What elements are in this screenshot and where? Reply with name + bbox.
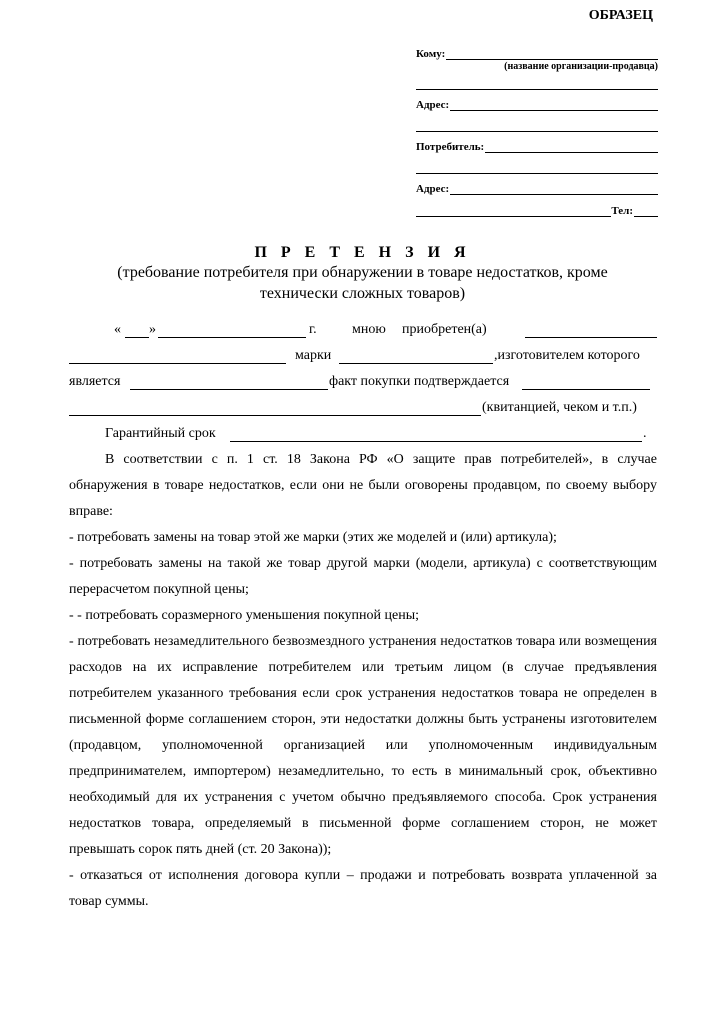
phone-field[interactable] <box>634 205 658 217</box>
address-label-2: Адрес: <box>416 183 450 195</box>
form-line-manufacturer <box>69 372 657 392</box>
item-2: - потребовать замены на такой же товар другой марки (модели, артикула) с соответствующим перерасчетом покупной цены; <box>69 556 657 597</box>
proof-text: факт покупки подтверждается <box>329 374 510 389</box>
by-me-text: мною <box>352 322 386 337</box>
form-line-brand <box>69 346 657 366</box>
phone-label: Тел: <box>611 205 633 217</box>
address-block-2 <box>416 181 658 195</box>
consumer-label: Потребитель: <box>416 141 485 153</box>
consumer-block <box>416 139 658 153</box>
brand-field[interactable] <box>339 351 493 364</box>
intro-paragraph <box>69 447 657 525</box>
to-field[interactable] <box>446 48 658 60</box>
to-extra-line[interactable] <box>416 88 658 90</box>
to-label: Кому: <box>416 48 446 60</box>
month-field[interactable] <box>158 325 306 338</box>
manufacturer-text: ,изготовителем которого <box>494 348 640 363</box>
warranty-text: Гарантийный срок <box>105 426 216 441</box>
product-field-2[interactable] <box>69 351 286 364</box>
intro-text: В соответствии с п. 1 ст. 18 Закона РФ «О защите прав потребителей», в случае обнаружения в товаре недостатков, если они не были оговорены продавцом, по своему выбору вправе: <box>69 452 657 519</box>
item-4: - потребовать незамедлительного безвозмездного устранения недостатков товара или возмещения расходов на их исправление потребителем или третьим лицом (в случае предъявления потребителем указанного требования если срок устранения недостатков товара не определен в письменной форме соглашением сторон, эти недостатки должны быть устранены изготовителем (продавцом, уполномоченной организацией или уполномоченным индивидуальным предпринимателем, импортером) незамедлительно, то есть в минимальный срок, объективно необходимый для их устранения с учетом обычно предъявляемого способа. Срок устранения недостатков товара, определяемый в письменной форме соглашением сторон, не может превышать сорок пять дней (ст. 20 Закона)); <box>69 634 657 857</box>
quote-open: « <box>114 322 121 337</box>
recipient-block <box>416 46 658 72</box>
item-1: - потребовать замены на товар этой же марки (этих же моделей и (или) артикула); <box>69 530 557 545</box>
quote-close: » <box>149 322 156 337</box>
address-extra-line-1[interactable] <box>416 130 658 132</box>
consumer-extra-line[interactable] <box>416 172 658 174</box>
to-row <box>416 46 658 60</box>
brand-text: марки <box>295 348 332 363</box>
item-5: - отказаться от исполнения договора купли – продажи и потребовать возврата уплаченной за товар суммы. <box>69 868 657 909</box>
consumer-field[interactable] <box>485 141 658 153</box>
product-field[interactable] <box>525 325 657 338</box>
document-title: П Р Е Т Е Н З И Я <box>254 244 471 261</box>
warranty-end: . <box>643 426 647 441</box>
receipt-text: (квитанцией, чеком и т.п.) <box>482 400 637 415</box>
item-3: - - потребовать соразмерного уменьшения покупной цены; <box>69 608 420 623</box>
warranty-field[interactable] <box>230 429 642 442</box>
day-field[interactable] <box>125 325 149 338</box>
receipt-field[interactable] <box>69 403 481 416</box>
to-note: (название организации-продавца) <box>504 61 658 72</box>
document-subtitle: (требование потребителя при обнаружении в товаре недостатков, кроме технически сложных товаров) <box>117 264 608 302</box>
sample-label: ОБРАЗЕЦ <box>588 8 653 23</box>
proof-field[interactable] <box>522 377 650 390</box>
form-line-date <box>69 320 657 340</box>
purchased-text: приобретен(а) <box>402 322 487 337</box>
phone-block <box>416 203 658 217</box>
address-block-1 <box>416 97 658 111</box>
is-text: является <box>69 374 121 389</box>
address-field-2[interactable] <box>450 183 658 195</box>
form-line-warranty <box>69 424 657 444</box>
year-abbr: г. <box>309 322 317 337</box>
address-field-1[interactable] <box>450 99 658 111</box>
form-line-receipt <box>69 398 657 418</box>
manufacturer-field[interactable] <box>130 377 328 390</box>
address-label-1: Адрес: <box>416 99 450 111</box>
signature-line[interactable] <box>416 205 611 217</box>
